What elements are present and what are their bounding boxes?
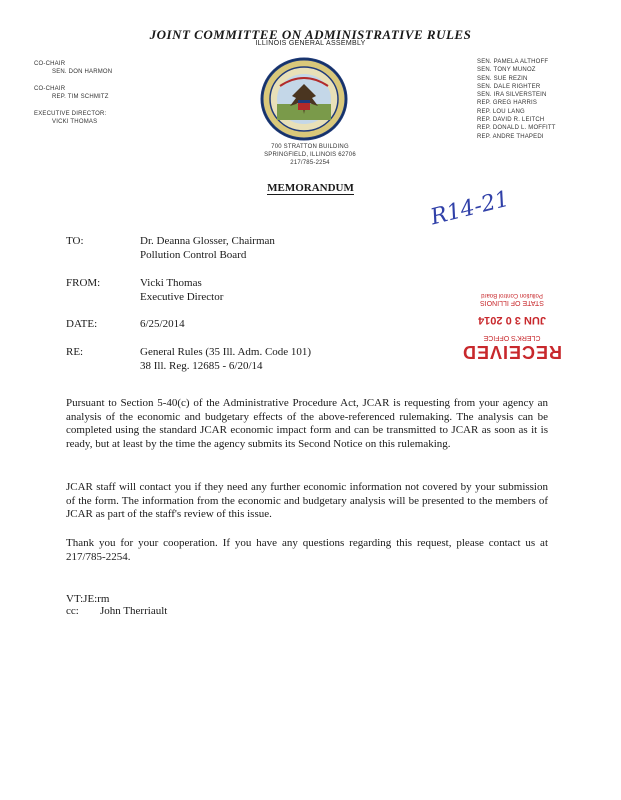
stamp-received: RECEIVED	[461, 342, 563, 362]
member-item: REP. DONALD L. MOFFITT	[477, 125, 556, 132]
from-label: FROM:	[66, 277, 101, 289]
committee-title: JOINT COMMITTEE ON ADMINISTRATIVE RULES	[149, 27, 472, 42]
body-paragraph-2: JCAR staff will contact you if they need any further economic information not covered by your submission of the form. The information from the economic and budgetary analysis will be presented to the members of JCAR as part of the staff's review of this issue.	[66, 481, 548, 520]
cc-name: John Therriault	[100, 605, 168, 617]
from-title: Executive Director	[140, 291, 224, 303]
co-chair2-label: CO-CHAIR	[34, 86, 66, 92]
member-item: SEN. IRA SILVERSTEIN	[477, 92, 547, 99]
member-item: SEN. TONY MUNOZ	[477, 67, 536, 74]
committee-address	[250, 143, 370, 167]
from-name: Vicki Thomas	[140, 277, 202, 289]
leadership-list	[34, 60, 154, 126]
re-line2: 38 Ill. Reg. 12685 - 6/20/14	[140, 360, 263, 372]
initials: VT:JE:rm	[66, 593, 110, 605]
to-name: Dr. Deanna Glosser, Chairman	[140, 235, 275, 247]
address-line1: 700 STRATTON BUILDING	[271, 144, 349, 150]
co-chair-label: CO-CHAIR	[34, 61, 66, 67]
to-label: TO:	[66, 235, 84, 247]
re-line1: General Rules (35 Ill. Adm. Code 101)	[140, 346, 312, 358]
body-paragraph-3: Thank you for your cooperation. If you have any questions regarding this request, please contact us at 217/785-2254.	[66, 537, 548, 563]
member-item: SEN. SUE REZIN	[477, 75, 528, 82]
co-chair-name: SEN. DON HARMON	[52, 69, 113, 75]
member-item: REP. GREG HARRIS	[477, 100, 538, 107]
member-item: REP. ANDRE THAPEDI	[477, 133, 544, 140]
address-phone: 217/785-2254	[290, 160, 330, 166]
co-chair2-name: REP. TIM SCHMITZ	[52, 94, 109, 100]
stamp-date: JUN 3 0 2014	[478, 314, 546, 326]
memo-title-text: MEMORANDUM	[267, 182, 354, 194]
executive-director-label: EXECUTIVE DIRECTOR:	[34, 111, 107, 117]
stamp-office: CLERK'S OFFICE	[483, 334, 541, 341]
committee-subtitle: ILLINOIS GENERAL ASSEMBLY	[255, 40, 366, 47]
re-subject	[140, 345, 311, 373]
date-label: DATE:	[66, 318, 98, 330]
member-item: REP. LOU LANG	[477, 108, 525, 115]
address-line2: SPRINGFIELD, ILLINOIS 62706	[264, 152, 356, 158]
member-item: SEN. DALE RIGHTER	[477, 83, 541, 90]
from-sender	[140, 276, 223, 304]
to-recipient	[140, 234, 275, 262]
member-item: SEN. PAMELA ALTHOFF	[477, 59, 549, 65]
stamp-state: STATE OF ILLINOIS	[480, 299, 544, 306]
handwritten-docket-number: R14-21	[428, 186, 512, 231]
to-org: Pollution Control Board	[140, 249, 247, 261]
re-label: RE:	[66, 346, 84, 358]
members-list	[477, 58, 597, 141]
executive-director-name: VICKI THOMAS	[52, 119, 98, 125]
date-value: 6/25/2014	[140, 318, 185, 330]
member-item: REP. DAVID R. LEITCH	[477, 117, 545, 124]
received-stamp	[448, 278, 576, 362]
body-paragraph-1: Pursuant to Section 5-40(c) of the Administrative Procedure Act, JCAR is requesting from your agency an analysis of the economic and budgetary effects of the above-referenced rulemaking. The analysis can be completed using the standard JCAR economic impact form and can be transmitted to JCAR as soon as it is ready, but at least by the time the agency submits its Second Notice on this rulemaking.	[66, 397, 548, 450]
state-seal-icon	[258, 56, 350, 142]
stamp-board: Pollution Control Board	[481, 292, 543, 298]
memo-title	[0, 182, 621, 194]
cc-label: cc:	[66, 605, 79, 617]
